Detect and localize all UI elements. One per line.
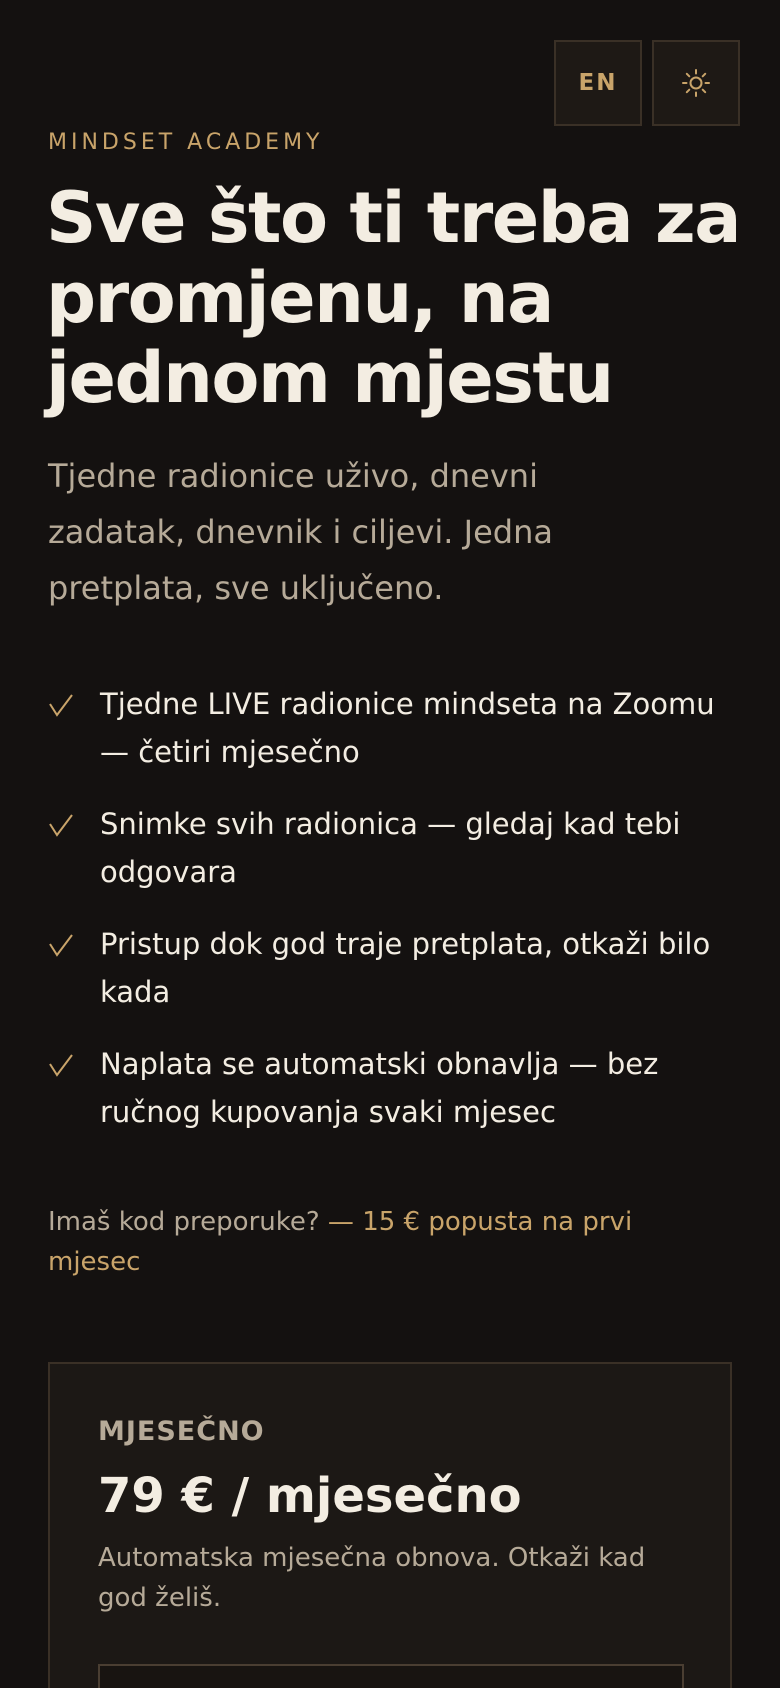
referral-offer: — 15 € popusta na prvi mjesec	[48, 1207, 633, 1277]
feature-item	[48, 920, 738, 1040]
feature-text: Snimke svih radionica — gledaj kad tebi odgovara	[100, 807, 681, 889]
feature-item	[48, 680, 738, 800]
sun-icon	[681, 68, 711, 98]
hero-subtitle: Tjedne radionice uživo, dnevni zadatak, dnevnik i ciljevi. Jedna pretplata, sve uključeno.	[48, 457, 553, 607]
theme-toggle-button[interactable]	[652, 40, 740, 126]
pricing-card	[48, 1362, 732, 1688]
feature-item	[48, 1040, 738, 1160]
brand-eyebrow: MINDSET ACADEMY	[48, 130, 324, 155]
page-title: Sve što ti treba za promjenu, na jednom mjestu	[46, 177, 740, 419]
language-toggle-button[interactable]	[554, 40, 642, 126]
check-icon	[48, 932, 74, 958]
referral-question: Imaš kod preporuke?	[48, 1207, 320, 1237]
plan-price: 79 € / mjesečno	[98, 1468, 522, 1524]
referral-link[interactable]	[48, 1202, 708, 1282]
feature-item	[48, 800, 738, 920]
plan-label: MJESEČNO	[98, 1416, 265, 1447]
plan-description: Automatska mjesečna obnova. Otkaži kad god želiš.	[98, 1543, 646, 1613]
feature-text: Tjedne LIVE radionice mindseta na Zoomu — četiri mjesečno	[100, 687, 715, 769]
feature-list	[48, 680, 738, 1160]
plan-select-field[interactable]	[98, 1664, 684, 1688]
check-icon	[48, 1052, 74, 1078]
check-icon	[48, 812, 74, 838]
check-icon	[48, 692, 74, 718]
feature-text: Pristup dok god traje pretplata, otkaži bilo kada	[100, 927, 711, 1009]
language-label: EN	[578, 70, 618, 96]
top-controls	[554, 40, 740, 126]
feature-text: Naplata se automatski obnavlja — bez ručnog kupovanja svaki mjesec	[100, 1047, 659, 1129]
